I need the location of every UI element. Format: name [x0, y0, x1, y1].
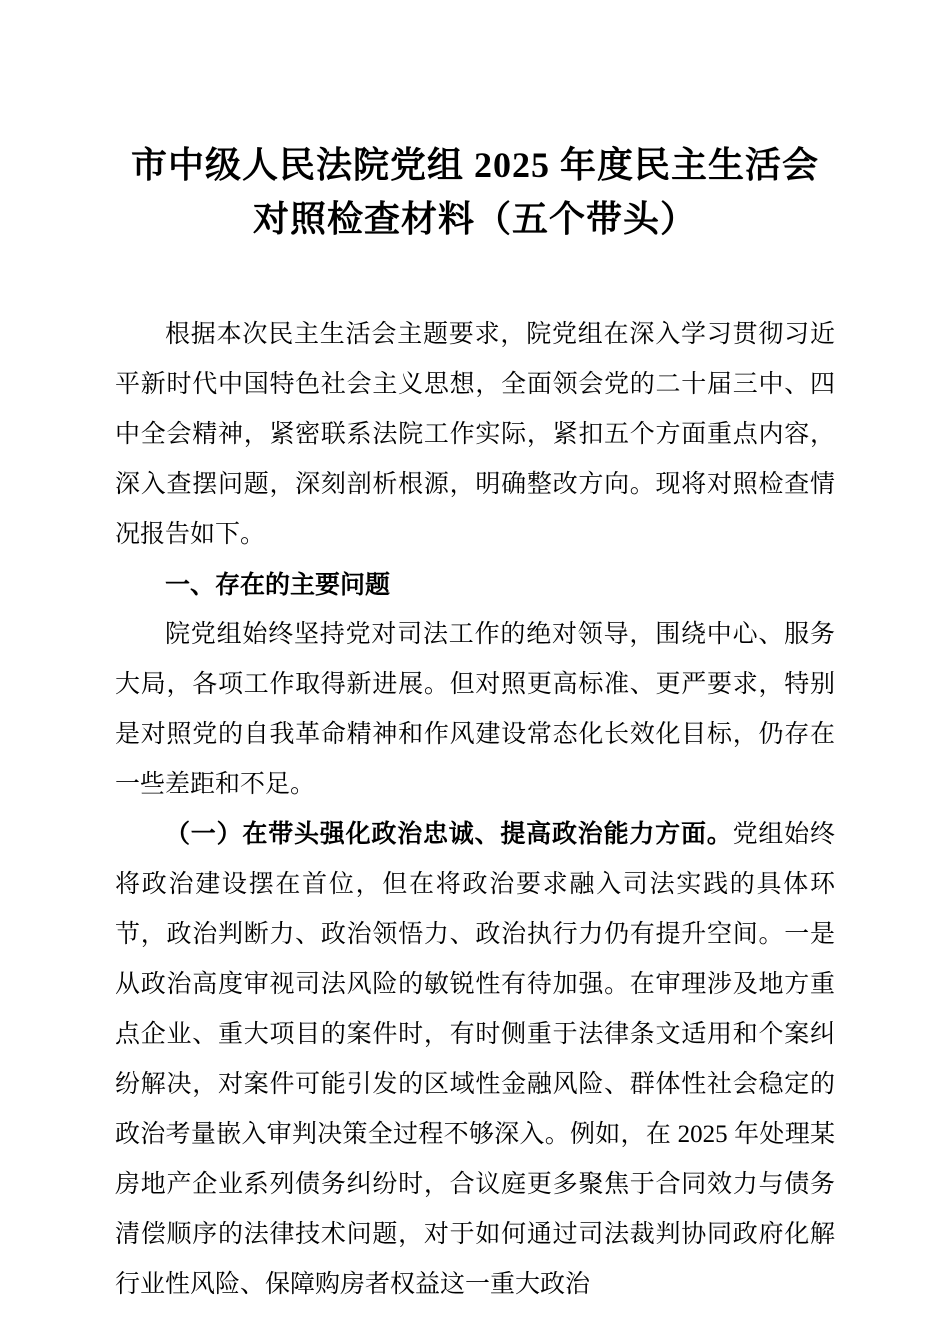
section-paragraph: 院党组始终坚持党对司法工作的绝对领导，围绕中心、服务大局，各项工作取得新进展。但对照更高标准、更严要求，特别是对照党的自我革命精神和作风建设常态化长效化目标，仍存在一些差距和不足。: [115, 621, 835, 798]
item-body: 党组始终将政治建设摆在首位，但在将政治要求融入司法实践的具体环节，政治判断力、政治领悟力、政治执行力仍有提升空间。一是从政治高度审视司法风险的敏锐性有待加强。在审理涉及地方重点企业、重大项目的案件时，有时侧重于法律条文适用和个案纠纷解决，对案件可能引发的区域性金融风险、群体性社会稳定的政治考量嵌入审判决策全过程不够深入。例如，在 2025 年处理某房地产企业系列债务纠纷时，合议庭更多聚焦于合同效力与债务清偿顺序的法律技术问题，对于如何通过司法裁判协同政府化解行业性风险、保障购房者权益这一重大政治: [115, 821, 835, 1298]
intro-paragraph: 根据本次民主生活会主题要求，院党组在深入学习贯彻习近平新时代中国特色社会主义思想，全面领会党的二十届三中、四中全会精神，紧密联系法院工作实际，紧扣五个方面重点内容，深入查摆问题，深刻剖析根源，明确整改方向。现将对照检查情况报告如下。: [115, 321, 835, 548]
section-heading: 一、存在的主要问题: [165, 571, 391, 599]
item-paragraph: [115, 810, 835, 1310]
document-title: 市中级人民法院党组 2025 年度民主生活会对照检查材料（五个带头）: [130, 145, 819, 239]
item-lead: （一）在带头强化政治忠诚、提高政治能力方面。: [165, 821, 733, 848]
